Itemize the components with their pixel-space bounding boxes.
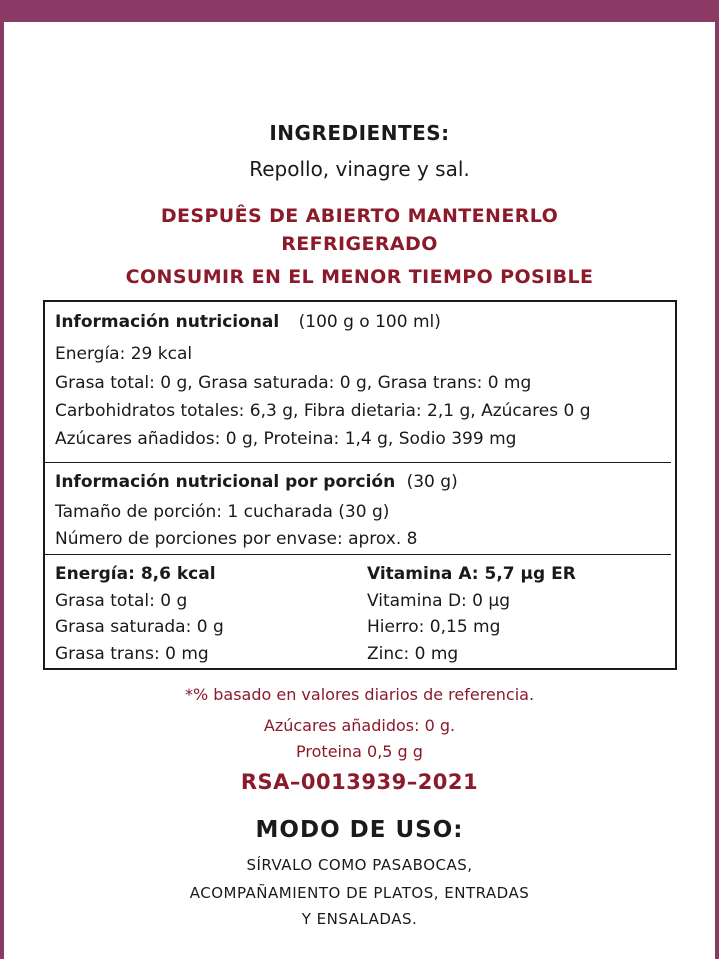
usage-line1: SÍRVALO COMO PASABOCAS, xyxy=(246,856,473,874)
portion-title: Información nutricional por porción xyxy=(55,472,396,492)
usage-title: MODO DE USO: xyxy=(255,817,464,843)
nutrition-per100-sugars-protein: Azúcares añadidos: 0 g, Proteina: 1,4 g, Sodio 399 mg xyxy=(55,429,517,449)
table-divider xyxy=(45,554,671,555)
portion-saturated-fat: Grasa saturada: 0 g xyxy=(55,617,224,637)
table-divider xyxy=(45,462,671,463)
portion-trans-fat: Grasa trans: 0 mg xyxy=(55,644,209,664)
portion-title-unit: (30 g) xyxy=(406,472,458,492)
consume-warning: CONSUMIR EN EL MENOR TIEMPO POSIBLE xyxy=(125,266,594,288)
sanitary-registry: RSA–0013939–2021 xyxy=(240,770,479,794)
portion-iron: Hierro: 0,15 mg xyxy=(367,617,501,637)
ingredients-text: Repollo, vinagre y sal. xyxy=(249,157,470,181)
portion-zinc: Zinc: 0 mg xyxy=(367,644,459,664)
usage-line2: ACOMPAÑAMIENTO DE PLATOS, ENTRADAS xyxy=(189,884,530,902)
portion-size: Tamaño de porción: 1 cucharada (30 g) xyxy=(55,502,390,522)
portion-energy: Energía: 8,6 kcal xyxy=(55,564,216,584)
storage-warning-line1: DESPUÊS DE ABIERTO MANTENERLO xyxy=(160,205,559,227)
nutrition-per100-carbs: Carbohidratos totales: 6,3 g, Fibra dietaria: 2,1 g, Azúcares 0 g xyxy=(55,401,591,421)
added-sugars-note: Azúcares añadidos: 0 g. xyxy=(263,716,456,735)
portions-count: Número de porciones por envase: aprox. 8 xyxy=(55,529,418,549)
protein-note: Proteina 0,5 g g xyxy=(296,742,423,761)
nutrition-title-unit: (100 g o 100 ml) xyxy=(298,312,441,332)
storage-warning-line2: REFRIGERADO xyxy=(281,233,438,255)
usage-line3: Y ENSALADAS. xyxy=(301,910,418,928)
portion-vitamin-d: Vitamina D: 0 µg xyxy=(367,591,510,611)
ingredients-title: INGREDIENTES: xyxy=(269,121,450,145)
nutrition-header xyxy=(55,312,441,332)
portion-vitamin-a: Vitamina A: 5,7 µg ER xyxy=(367,564,576,584)
nutrition-per100-energy: Energía: 29 kcal xyxy=(55,344,193,364)
nutrition-per100-fats: Grasa total: 0 g, Grasa saturada: 0 g, Grasa trans: 0 mg xyxy=(55,373,532,393)
portion-header xyxy=(55,472,458,492)
nutrition-title: Información nutricional xyxy=(55,312,280,332)
nutrition-table xyxy=(43,300,677,670)
portion-total-fat: Grasa total: 0 g xyxy=(55,591,188,611)
top-color-band xyxy=(0,0,719,22)
daily-values-note: *% basado en valores diarios de referencia. xyxy=(184,685,535,704)
